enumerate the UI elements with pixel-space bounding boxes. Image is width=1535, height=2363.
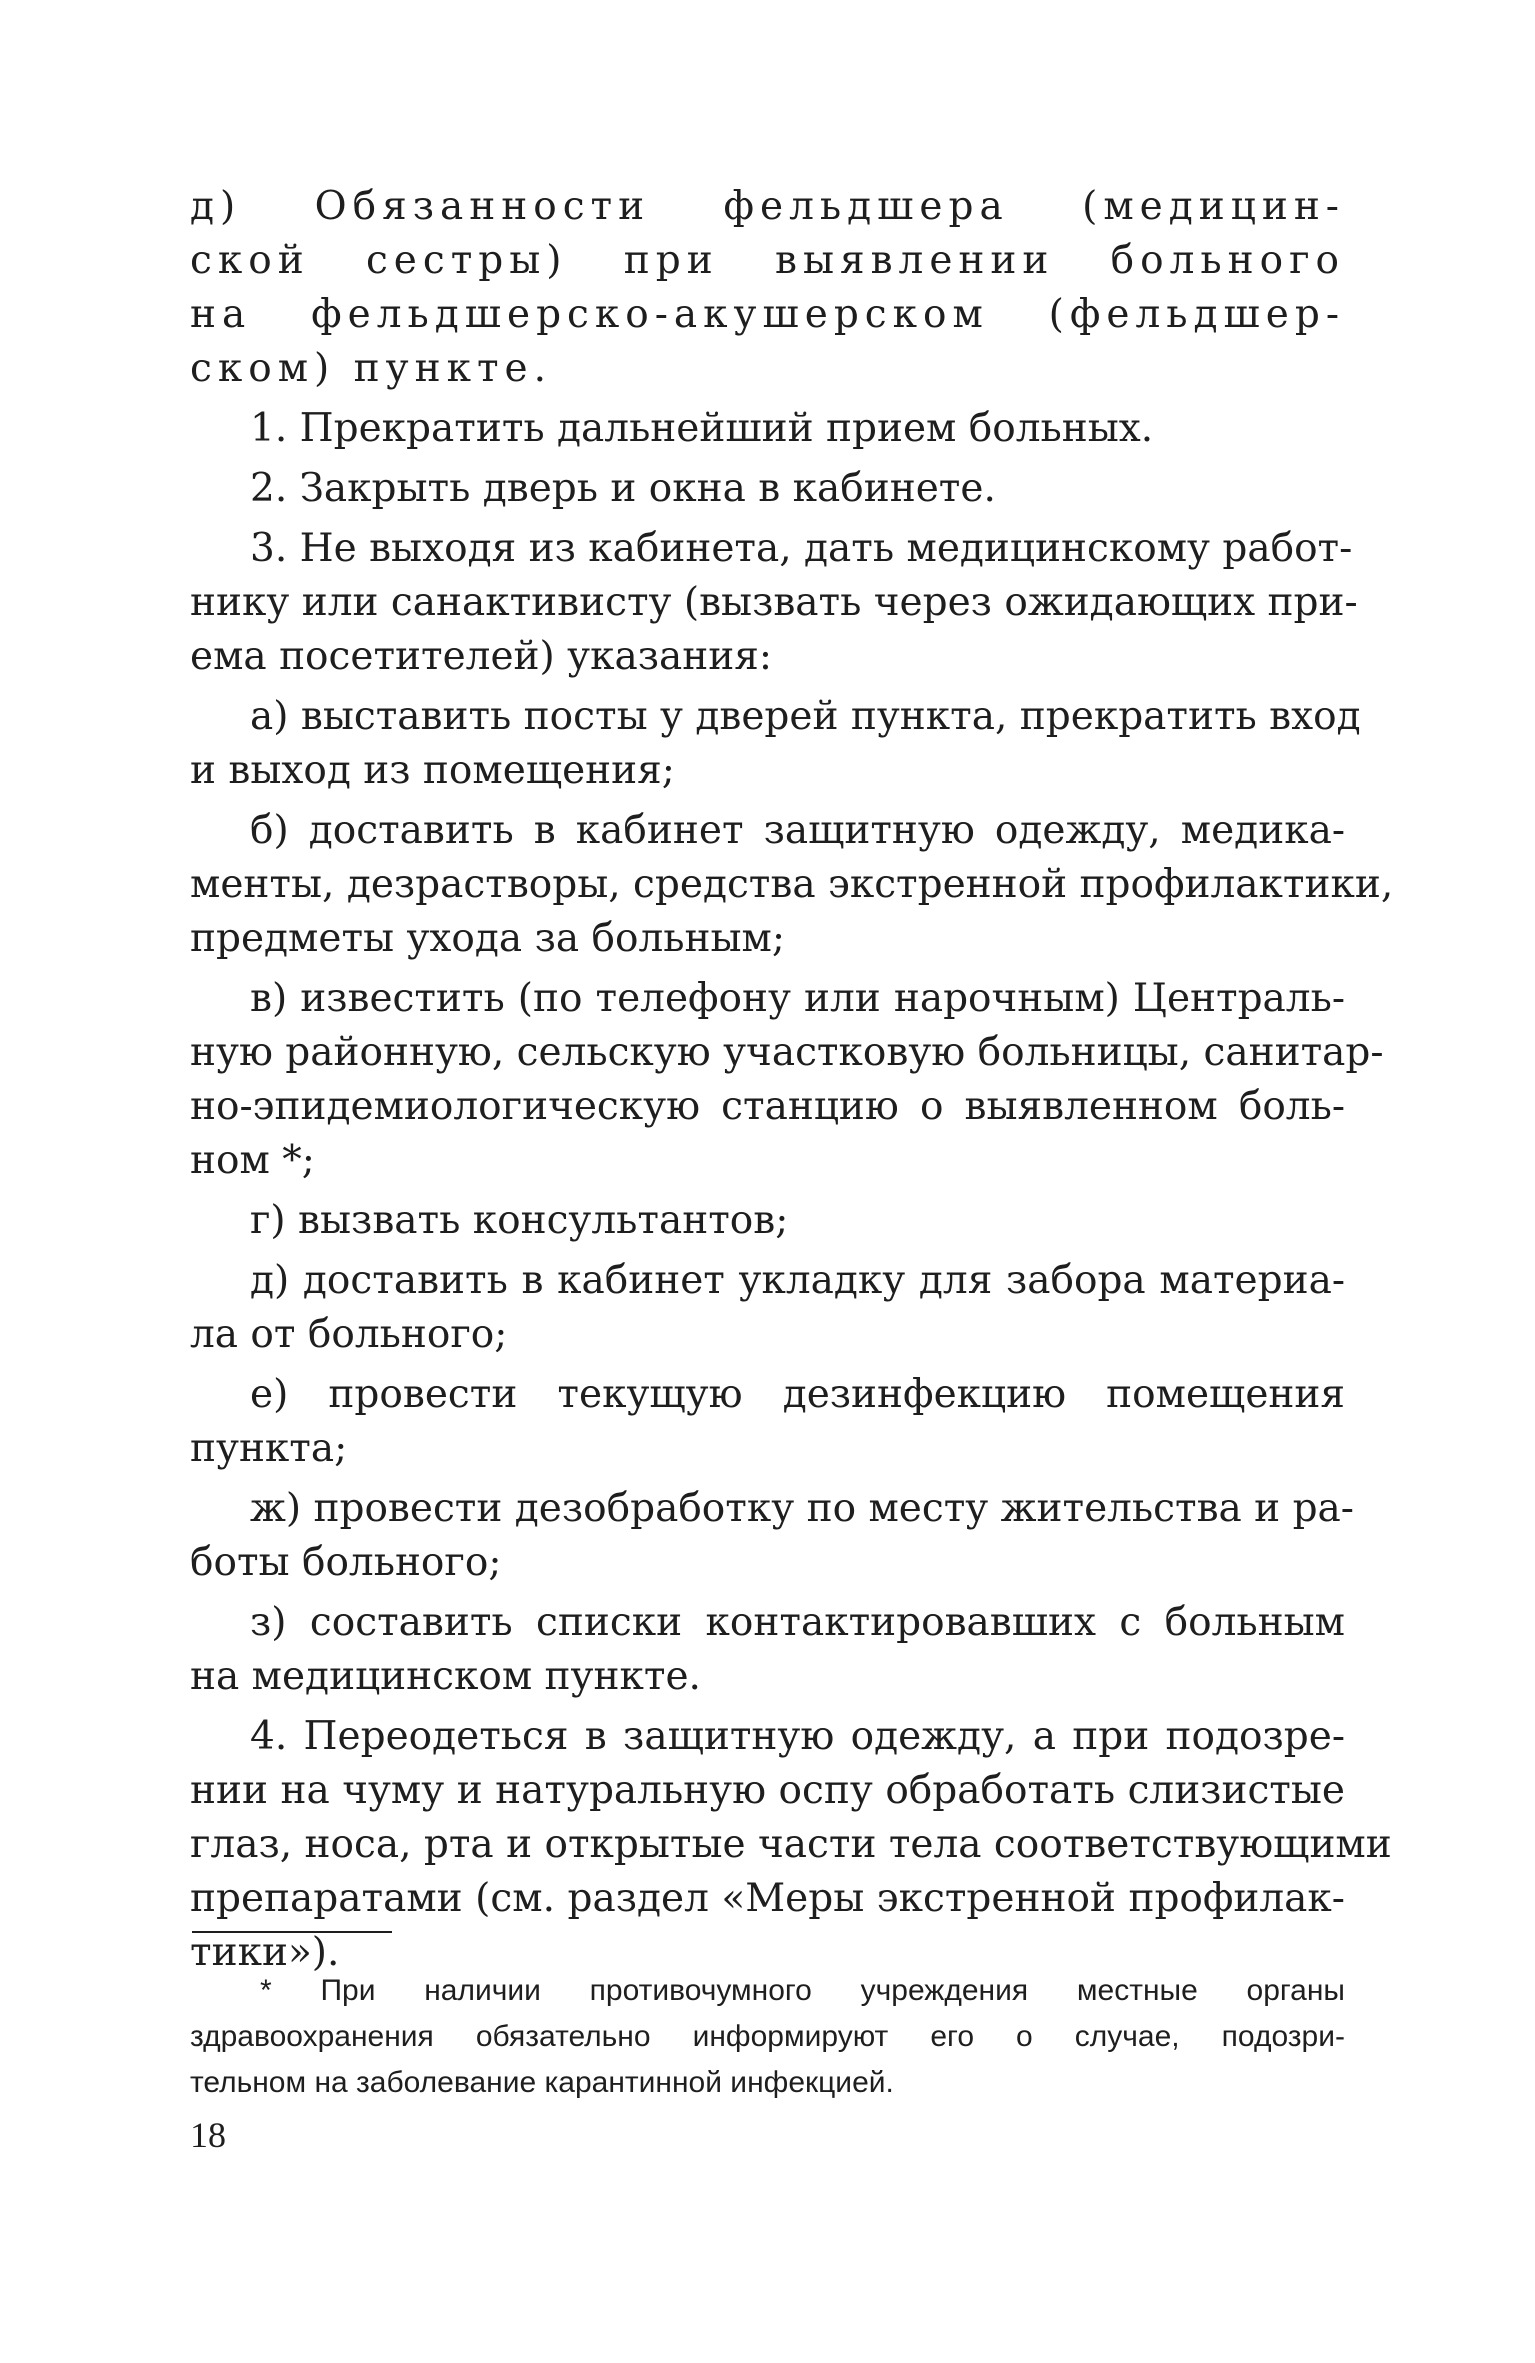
subitem-a-line-1: а) выставить посты у дверей пункта, прекратить вход (250, 694, 1361, 739)
subitem-e-line-1: е) провести текущую дезинфекцию помещения (250, 1372, 1345, 1417)
item-4-line-4: препаратами (см. раздел «Меры экстренной профилак- (190, 1876, 1345, 1921)
subitem-v-line-3: но-эпидемиологическую станцию о выявленном боль- (190, 1084, 1345, 1129)
item-4-line-2: нии на чуму и натуральную оспу обработать слизистые (190, 1768, 1345, 1813)
footnote (190, 1968, 1345, 2106)
section-heading-line-1: д) Обязанности фельдшера (медицин- (190, 184, 1345, 229)
footnote-line-2: здравоохранения обязательно информируют его о случае, подозри- (190, 2020, 1345, 2053)
section-heading-line-4: ском) пункте. (190, 346, 553, 391)
footnote-line-3: тельном на заболевание карантинной инфекцией. (190, 2066, 894, 2099)
subitem-a-line-2: и выход из помещения; (190, 748, 675, 793)
subitem-e-line-2: пункта; (190, 1426, 348, 1471)
item-3-line-1: 3. Не выходя из кабинета, дать медицинскому работ- (250, 526, 1353, 571)
subitem-v-line-1: в) известить (по телефону или нарочным) Централь- (250, 976, 1345, 1021)
subitem-d-line-2: ла от больного; (190, 1312, 508, 1357)
item-4-line-1: 4. Переодеться в защитную одежду, а при подозре- (250, 1714, 1345, 1759)
footnote-divider (192, 1931, 392, 1933)
item-3-line-3: ема посетителей) указания: (190, 634, 772, 679)
item-4-line-3: глаз, носа, рта и открытые части тела соответствующими (190, 1822, 1392, 1867)
section-heading-line-2: ской сестры) при выявлении больного (190, 238, 1345, 283)
subitem-d-line-1: д) доставить в кабинет укладку для забора материа- (250, 1258, 1345, 1303)
item-3-line-2: нику или санактивисту (вызвать через ожидающих при- (190, 580, 1358, 625)
section-heading-line-3: на фельдшерско-акушерском (фельдшер- (190, 292, 1345, 337)
page-number: 18 (190, 2115, 226, 2155)
item-1: 1. Прекратить дальнейший прием больных. (250, 406, 1154, 451)
subitem-z-line-2: на медицинском пункте. (190, 1654, 701, 1699)
subitem-z-line-1: з) составить списки контактировавших с больным (250, 1600, 1345, 1645)
subitem-b-line-2: менты, дезрастворы, средства экстренной профилактики, (190, 862, 1394, 907)
subitem-v-line-2: ную районную, сельскую участковую больницы, санитар- (190, 1030, 1384, 1075)
page-body (190, 180, 1394, 1980)
footnote-line-1: * При наличии противочумного учреждения местные органы (260, 1974, 1345, 2007)
subitem-b-line-1: б) доставить в кабинет защитную одежду, медика- (250, 808, 1345, 853)
item-4-line-5: тики»). (190, 1930, 340, 1975)
subitem-g: г) вызвать консультантов; (250, 1198, 789, 1243)
item-2: 2. Закрыть дверь и окна в кабинете. (250, 466, 996, 511)
subitem-v-line-4: ном *; (190, 1138, 315, 1183)
subitem-zh-line-2: боты больного; (190, 1540, 502, 1585)
subitem-b-line-3: предметы ухода за больным; (190, 916, 785, 961)
subitem-zh-line-1: ж) провести дезобработку по месту жительства и ра- (250, 1486, 1354, 1531)
